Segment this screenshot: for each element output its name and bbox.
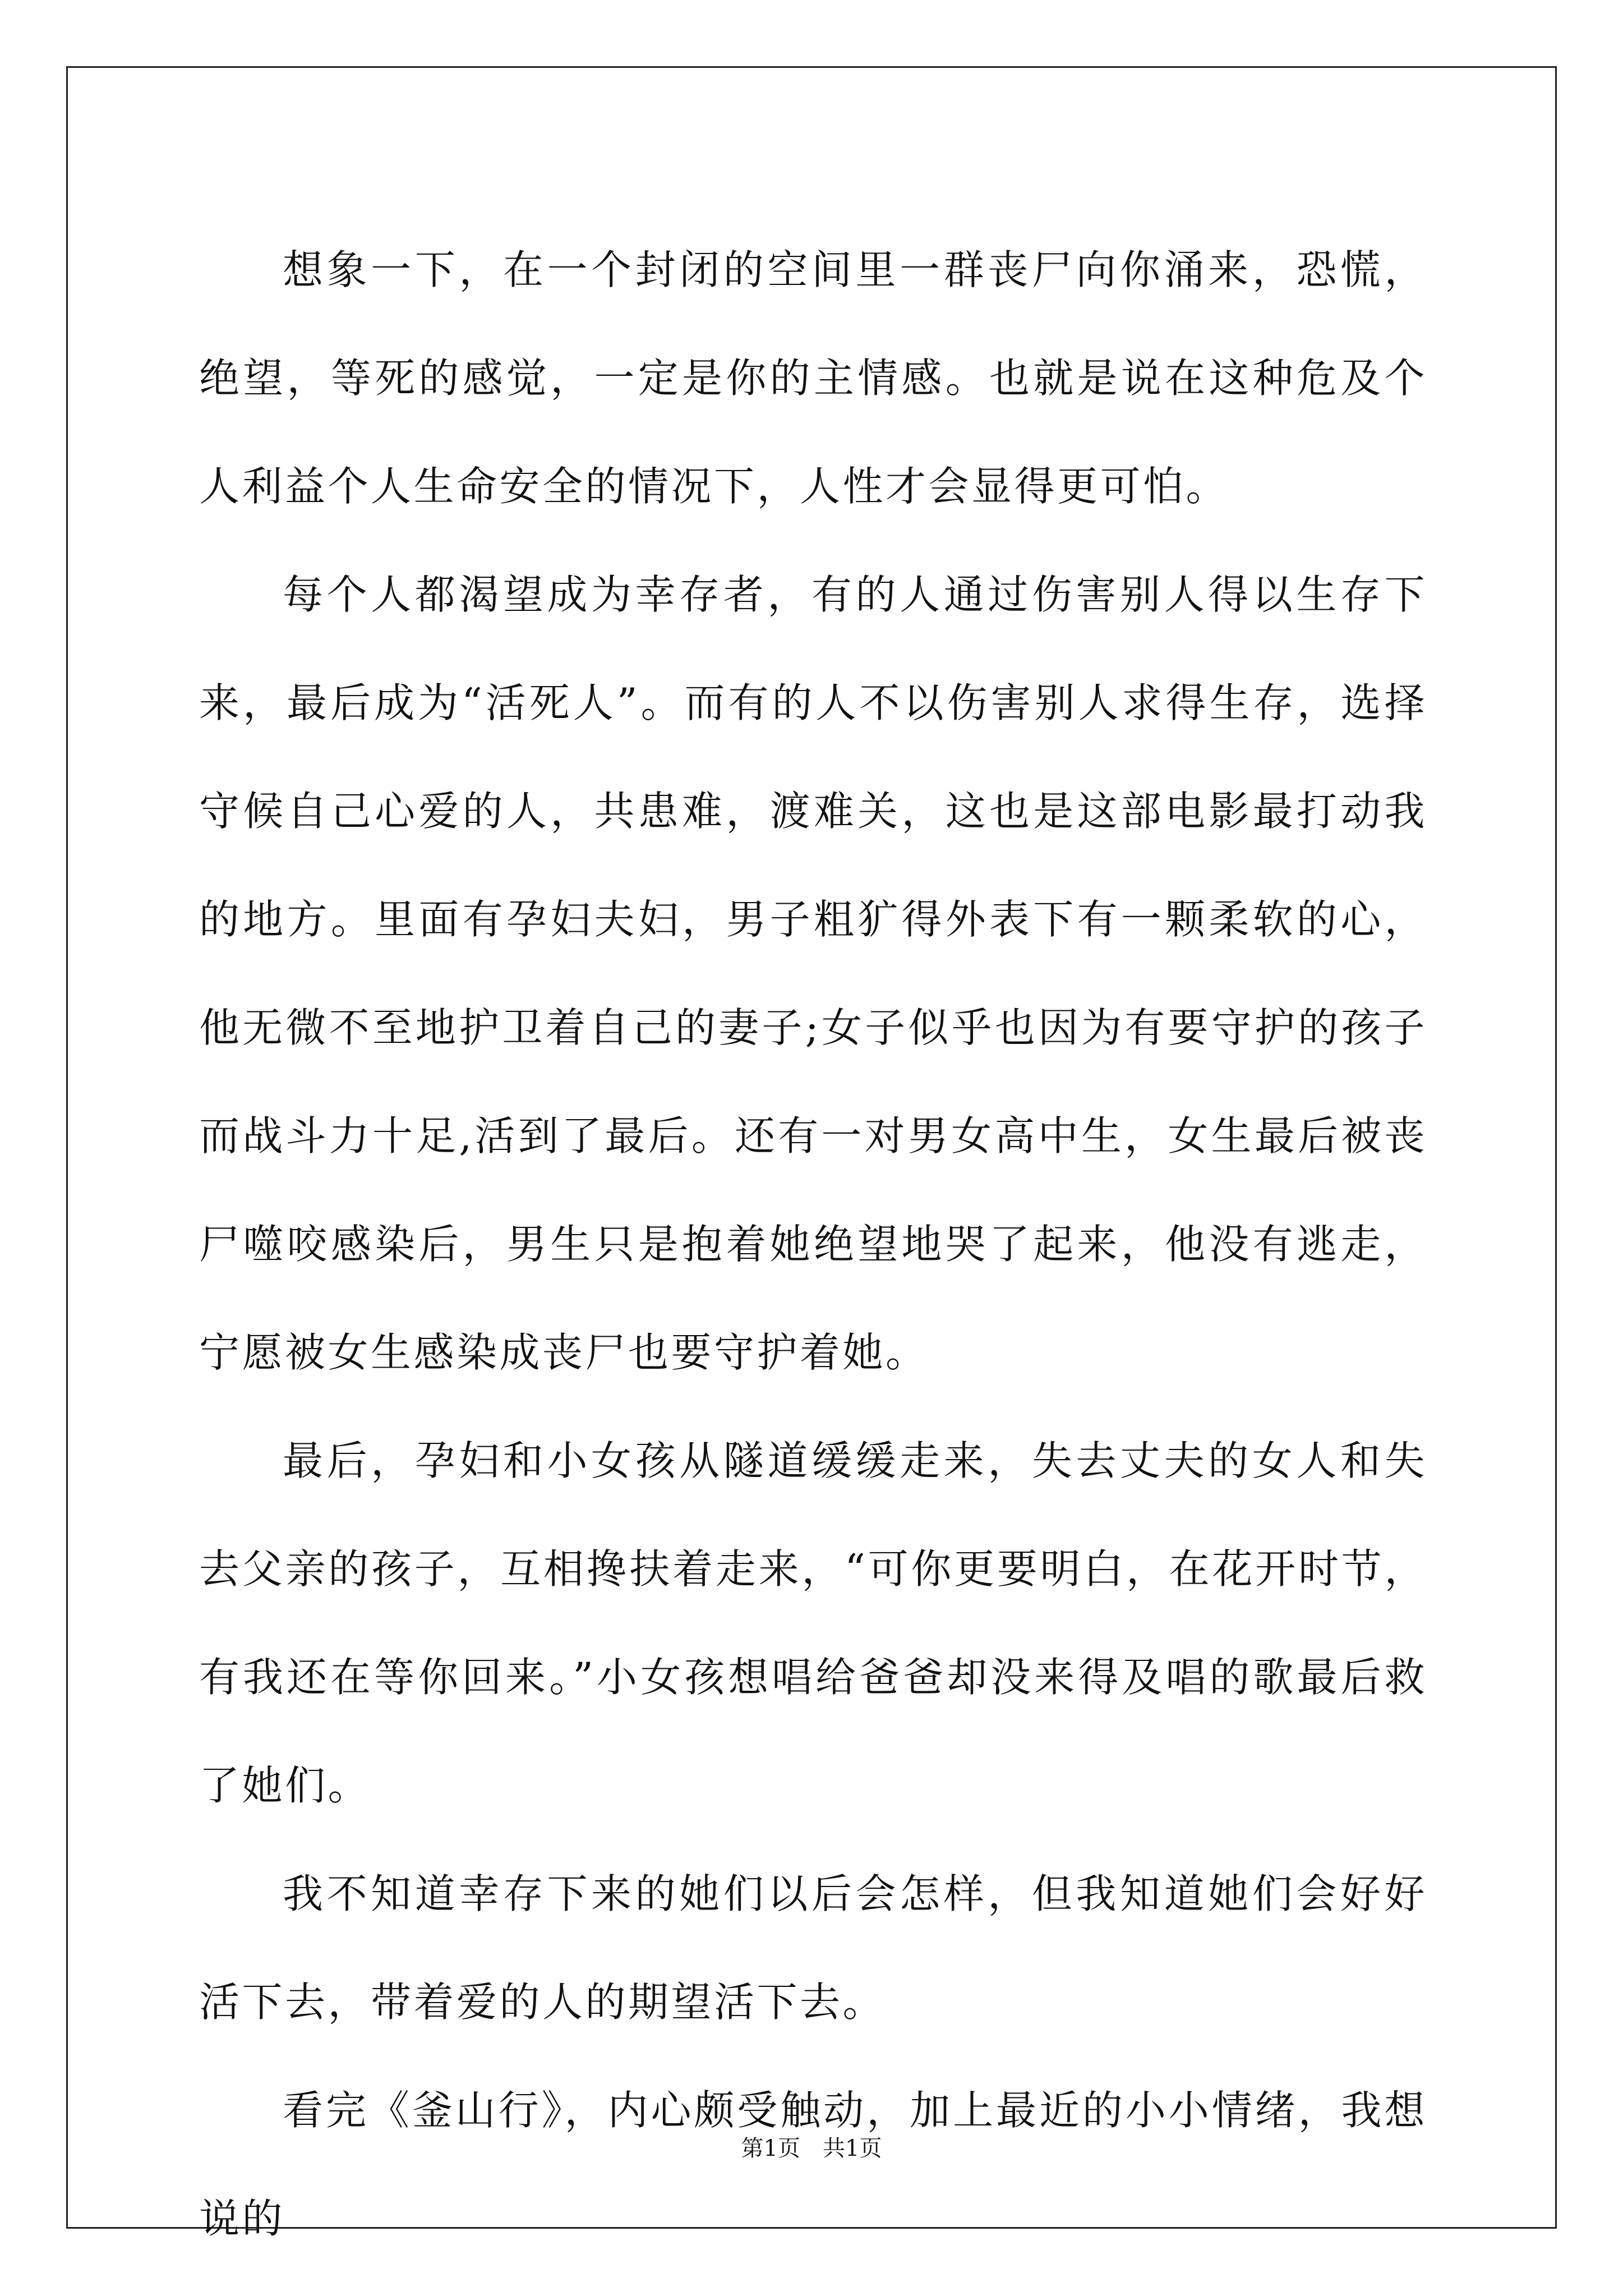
paragraph-5: 看完《釜山行》，内心颇受触动，加上最近的小小情绪，我想说的 bbox=[199, 2087, 1427, 2242]
document-body bbox=[199, 216, 1427, 2273]
paragraph-2: 每个人都渴望成为幸存者，有的人通过伤害别人得以生存下来，最后成为“活死人”。而有的人不以伤害别人求得生存，选择守候自己心爱的人，共患难，渡难关，这也是这部电影最打动我的地方。里面有孕妇夫妇，男子粗犷得外表下有一颗柔软的心，他无微不至地护卫着自己的妻子;女子似乎也因为有要守护的孩子而战斗力十足,活到了最后。还有一对男女高中生，女生最后被丧尸噬咬感染后，男生只是抱着她绝望地哭了起来，他没有逃走，宁愿被女生感染成丧尸也要守护着她。 bbox=[199, 571, 1427, 1376]
page-footer: 第1页 共1页 bbox=[741, 2136, 882, 2161]
paragraph-4: 我不知道幸存下来的她们以后会怎样，但我知道她们会好好活下去，带着爱的人的期望活下去。 bbox=[199, 1870, 1427, 2026]
paragraph-3: 最后，孕妇和小女孩从隧道缓缓走来，失去丈夫的女人和失去父亲的孩子，互相搀扶着走来，“可你更要明白，在花开时节，有我还在等你回来。”小女孩想唱给爸爸却没来得及唱的歌最后救了她们。 bbox=[199, 1437, 1427, 1809]
paragraph-1: 想象一下，在一个封闭的空间里一群丧尸向你涌来，恐慌，绝望，等死的感觉，一定是你的主情感。也就是说在这种危及个人利益个人生命安全的情况下，人性才会显得更可怕。 bbox=[199, 246, 1427, 510]
